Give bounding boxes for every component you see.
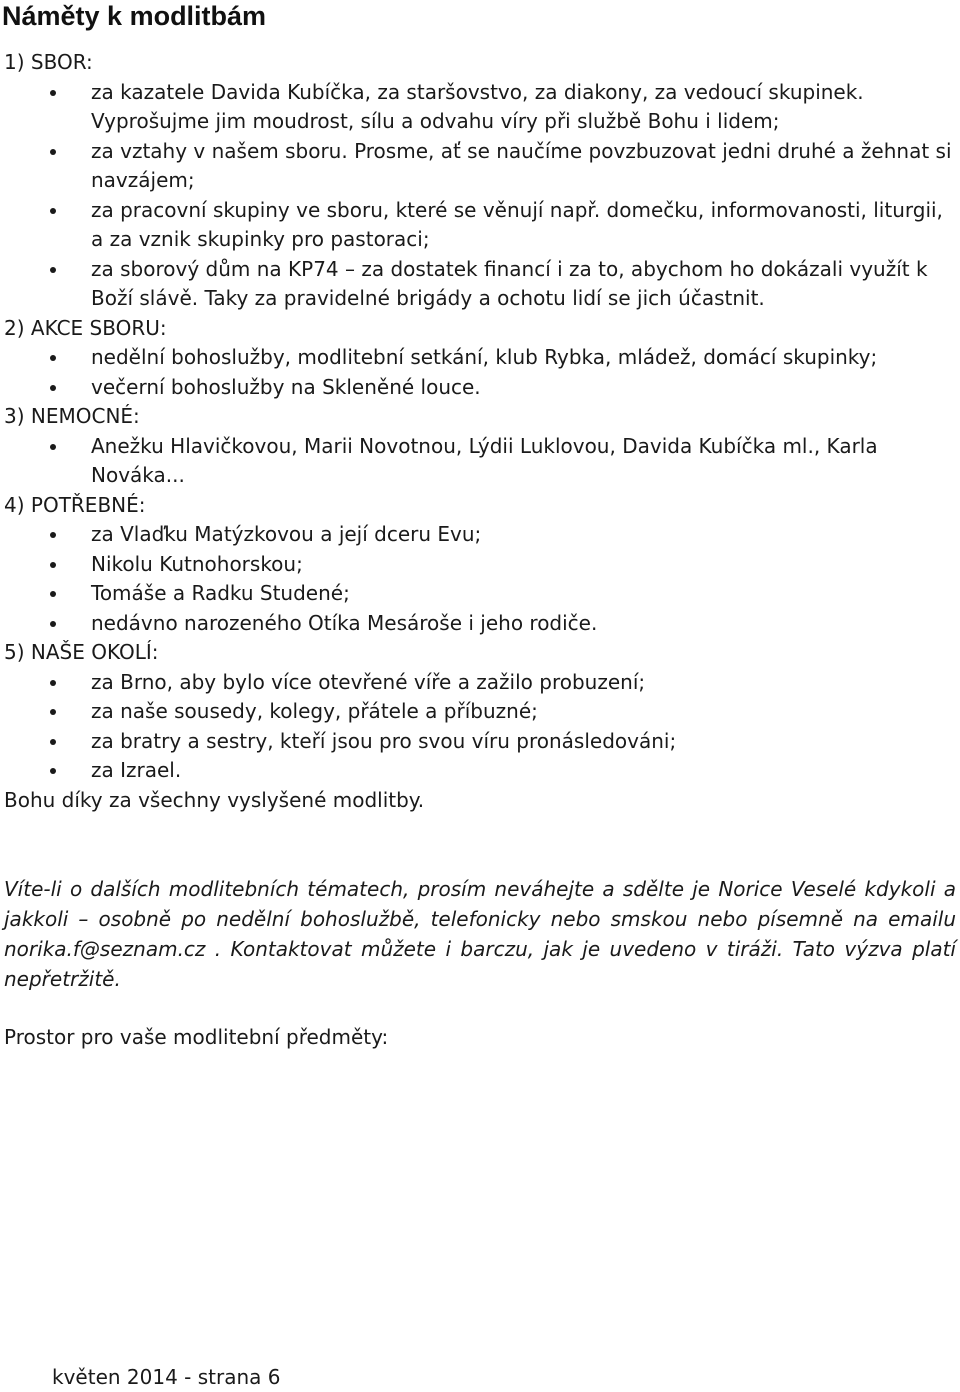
bullet-icon: [50, 444, 56, 450]
invitation-paragraph: Víte-li o dalších modlitebních tématech, prosím neváhejte a sdělte je Norice Veselé kdykoli a jakkoli – osobně po nedělní bohoslužbě, telefonicky nebo smskou nebo písemně na emailu norika.f@seznam.cz . Kontaktovat můžete i barczu, jak je uvedeno v tiráži. Tato výzva platí nepřetržitě.: [4, 877, 956, 991]
section-heading-sbor: 1) SBOR:: [4, 50, 93, 74]
bullet-icon: [50, 739, 56, 745]
bullet-icon: [50, 385, 56, 391]
list-item-text: za Brno, aby bylo více otevřené víře a zažilo probuzení;: [91, 669, 646, 694]
list-item: [4, 137, 954, 196]
list-item: [4, 520, 954, 550]
prayer-space-label: Prostor pro vaše modlitební předměty:: [4, 1025, 389, 1049]
list-nemocne: [4, 432, 954, 491]
bullet-icon: [50, 90, 56, 96]
section-heading-potrebne: 4) POTŘEBNÉ:: [4, 492, 146, 517]
list-item: [4, 373, 954, 403]
list-item-text: večerní bohoslužby na Skleněné louce.: [91, 374, 481, 399]
bullet-icon: [50, 532, 56, 538]
list-item: [4, 343, 954, 373]
list-item-text: za Izrael.: [91, 758, 182, 782]
list-item: [4, 668, 954, 698]
bullet-icon: [50, 768, 56, 774]
bullet-icon: [50, 149, 56, 155]
bullet-icon: [50, 621, 56, 627]
list-item: [4, 727, 954, 757]
list-item: [4, 78, 954, 137]
bullet-icon: [50, 355, 56, 361]
list-item-text: za vztahy v našem sboru. Prosme, ať se naučíme povzbuzovat jedni druhé a žehnat si navzájem;: [91, 138, 952, 192]
prayer-topics: [4, 48, 954, 815]
list-akce-sboru: [4, 343, 954, 402]
page-footer: květen 2014 - strana 6: [52, 1365, 281, 1389]
list-item-text: Tomáše a Radku Studené;: [91, 581, 350, 605]
list-item-text: za bratry a sestry, kteří jsou pro svou víru pronásledováni;: [91, 728, 677, 753]
bullet-icon: [50, 267, 56, 273]
list-item-text: za sborový dům na KP74 – za dostatek financí i za to, abychom ho dokázali využít k Boží slávě. Taky za pravidelné brigády a ochotu lidí se jich účastnit.: [91, 256, 928, 310]
list-item-text: za Vlaďku Matýzkovou a její dceru Evu;: [91, 522, 482, 546]
list-item: [4, 609, 954, 639]
list-item: [4, 196, 954, 255]
bullet-icon: [50, 208, 56, 214]
list-item: [4, 697, 954, 727]
list-item: [4, 255, 954, 314]
bullet-icon: [50, 709, 56, 715]
list-item-text: za kazatele Davida Kubíčka, za staršovstvo, za diakony, za vedoucí skupinek. Vyprošujme jim moudrost, sílu a odvahu víry při službě Bohu i lidem;: [91, 79, 864, 133]
bullet-icon: [50, 562, 56, 568]
list-item: [4, 432, 954, 491]
section-heading-nemocne: 3) NEMOCNÉ:: [4, 404, 140, 428]
list-item-text: Anežku Hlavičkovou, Marii Novotnou, Lýdii Luklovou, Davida Kubíčka ml., Karla Nováka...: [91, 433, 878, 487]
list-item-text: za naše sousedy, kolegy, přátele a příbuzné;: [91, 699, 538, 723]
closing-sentence: Bohu díky za všechny vyslyšené modlitby.: [4, 787, 425, 812]
list-sbor: [4, 78, 954, 314]
list-potrebne: [4, 520, 954, 638]
list-nase-okoli: [4, 668, 954, 786]
section-heading-akce-sboru: 2) AKCE SBORU:: [4, 315, 167, 340]
page-title: Náměty k modlitbám: [2, 1, 267, 31]
list-item-text: nedávno narozeného Otíka Mesároše i jeho rodiče.: [91, 610, 598, 635]
list-item-text: nedělní bohoslužby, modlitební setkání, klub Rybka, mládež, domácí skupinky;: [91, 345, 878, 369]
list-item-text: za pracovní skupiny ve sboru, které se věnují např. domečku, informovanosti, liturgii, a za vznik skupinky pro pastoraci;: [91, 197, 943, 251]
list-item: [4, 550, 954, 580]
list-item: [4, 756, 954, 786]
bullet-icon: [50, 680, 56, 686]
list-item: [4, 579, 954, 609]
bullet-icon: [50, 591, 56, 597]
section-heading-nase-okoli: 5) NAŠE OKOLÍ:: [4, 640, 159, 664]
list-item-text: Nikolu Kutnohorskou;: [91, 551, 303, 576]
